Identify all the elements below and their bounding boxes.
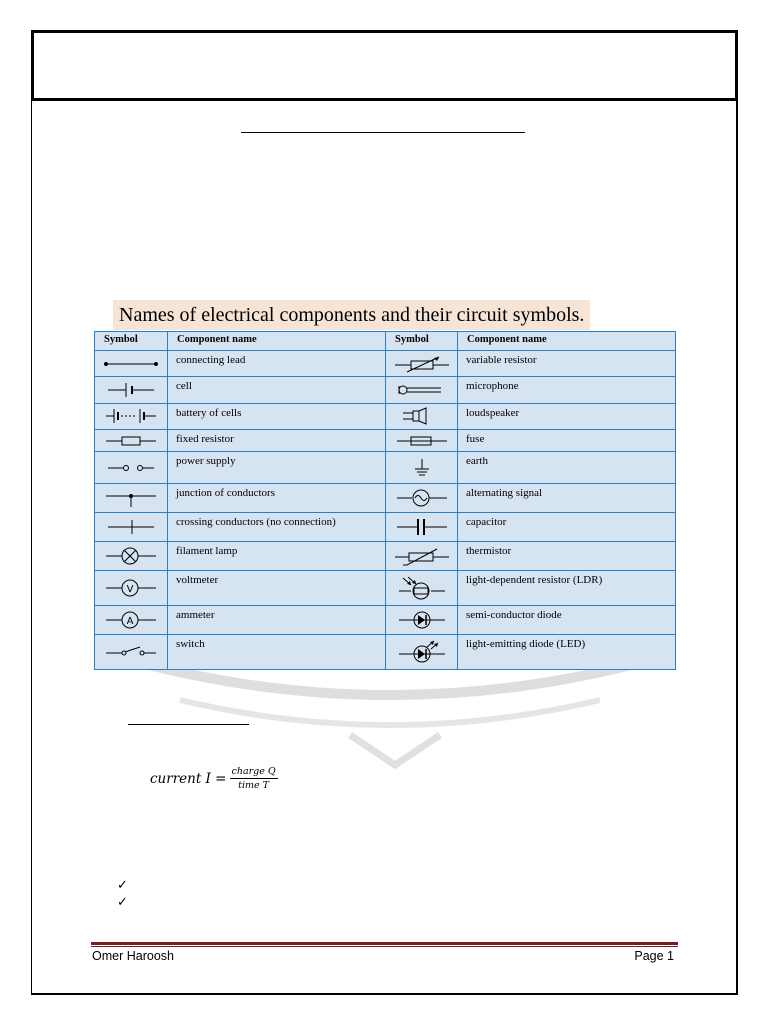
formula-fraction [230,766,278,791]
footer-page-number: Page 1 [634,949,674,963]
table-row [95,606,676,635]
led-icon [393,640,451,664]
battery-icon [102,407,160,425]
cell-icon [102,381,160,399]
svg-text:V: V [126,584,134,596]
header-box [31,30,738,101]
connecting-lead-icon [102,357,160,371]
component-name: fuse [458,430,676,452]
component-name: light-emitting diode (LED) [458,635,676,670]
symbol-cell [386,484,458,513]
filament-lamp-icon [102,546,160,566]
symbol-cell [386,452,458,484]
formula-denominator: time T [238,780,269,791]
component-name: filament lamp [168,542,386,571]
voltmeter-icon [102,578,160,598]
checkmark-icon: ✓ [117,878,128,893]
loudspeaker-icon [393,407,451,425]
symbol-cell [95,571,168,606]
component-name: voltmeter [168,571,386,606]
title-underline [241,132,525,133]
symbol-cell [386,403,458,429]
diode-icon [393,610,451,630]
component-name: junction of conductors [168,484,386,513]
section-heading-underline [128,724,249,725]
table-row [95,430,676,452]
alternating-signal-icon [393,489,451,507]
table-header-row [95,332,676,351]
component-name: earth [458,452,676,484]
symbol-cell [95,452,168,484]
header-symbol: Symbol [95,332,168,351]
table-row [95,484,676,513]
component-name: loudspeaker [458,403,676,429]
footer-author: Omer Haroosh [92,949,174,963]
footer-rule [91,942,678,945]
formula-numerator: charge Q [231,766,276,777]
symbol-cell [95,377,168,403]
symbol-cell [95,542,168,571]
component-name: thermistor [458,542,676,571]
symbol-cell [95,351,168,377]
symbol-cell [386,430,458,452]
table-row [95,351,676,377]
crossing-conductors-icon [102,517,160,537]
component-name: light-dependent resistor (LDR) [458,571,676,606]
variable-resistor-icon [393,355,451,373]
symbol-cell [386,571,458,606]
component-name: fixed resistor [168,430,386,452]
checkmark-icon: ✓ [117,895,128,910]
header-symbol: Symbol [386,332,458,351]
symbol-cell [95,606,168,635]
header-component-name: Component name [168,332,386,351]
components-table [94,331,676,670]
symbol-cell [386,351,458,377]
component-name: battery of cells [168,403,386,429]
table-caption: Names of electrical components and their circuit symbols. [113,300,590,330]
symbol-cell [386,635,458,670]
thermistor-icon [393,546,451,566]
svg-text:A: A [126,616,134,628]
component-name: alternating signal [458,484,676,513]
component-name: cell [168,377,386,403]
fuse-icon [393,434,451,448]
symbol-cell [95,403,168,429]
table-row [95,377,676,403]
table-row [95,403,676,429]
table-row [95,542,676,571]
header-component-name: Component name [458,332,676,351]
component-name: switch [168,635,386,670]
table-row [95,452,676,484]
footer-rule-thin [91,946,678,947]
table-row [95,571,676,606]
ammeter-icon [102,610,160,630]
component-name: crossing conductors (no connection) [168,513,386,542]
component-name: connecting lead [168,351,386,377]
component-name: variable resistor [458,351,676,377]
microphone-icon [393,383,451,397]
symbol-cell [95,484,168,513]
earth-icon [393,457,451,479]
component-name: microphone [458,377,676,403]
component-name: power supply [168,452,386,484]
symbol-cell [95,635,168,670]
symbol-cell [386,542,458,571]
symbol-cell [386,513,458,542]
current-formula [150,766,278,791]
formula-lhs: current I = [150,770,227,787]
power-supply-icon [102,461,160,475]
ldr-icon [393,576,451,600]
symbol-cell [386,606,458,635]
junction-icon [102,488,160,508]
switch-icon [102,644,160,660]
table-row [95,635,676,670]
component-name: ammeter [168,606,386,635]
capacitor-icon [393,517,451,537]
symbol-cell [95,430,168,452]
symbol-cell [95,513,168,542]
component-name: capacitor [458,513,676,542]
table-row [95,513,676,542]
symbol-cell [386,377,458,403]
component-name: semi-conductor diode [458,606,676,635]
fixed-resistor-icon [102,434,160,448]
